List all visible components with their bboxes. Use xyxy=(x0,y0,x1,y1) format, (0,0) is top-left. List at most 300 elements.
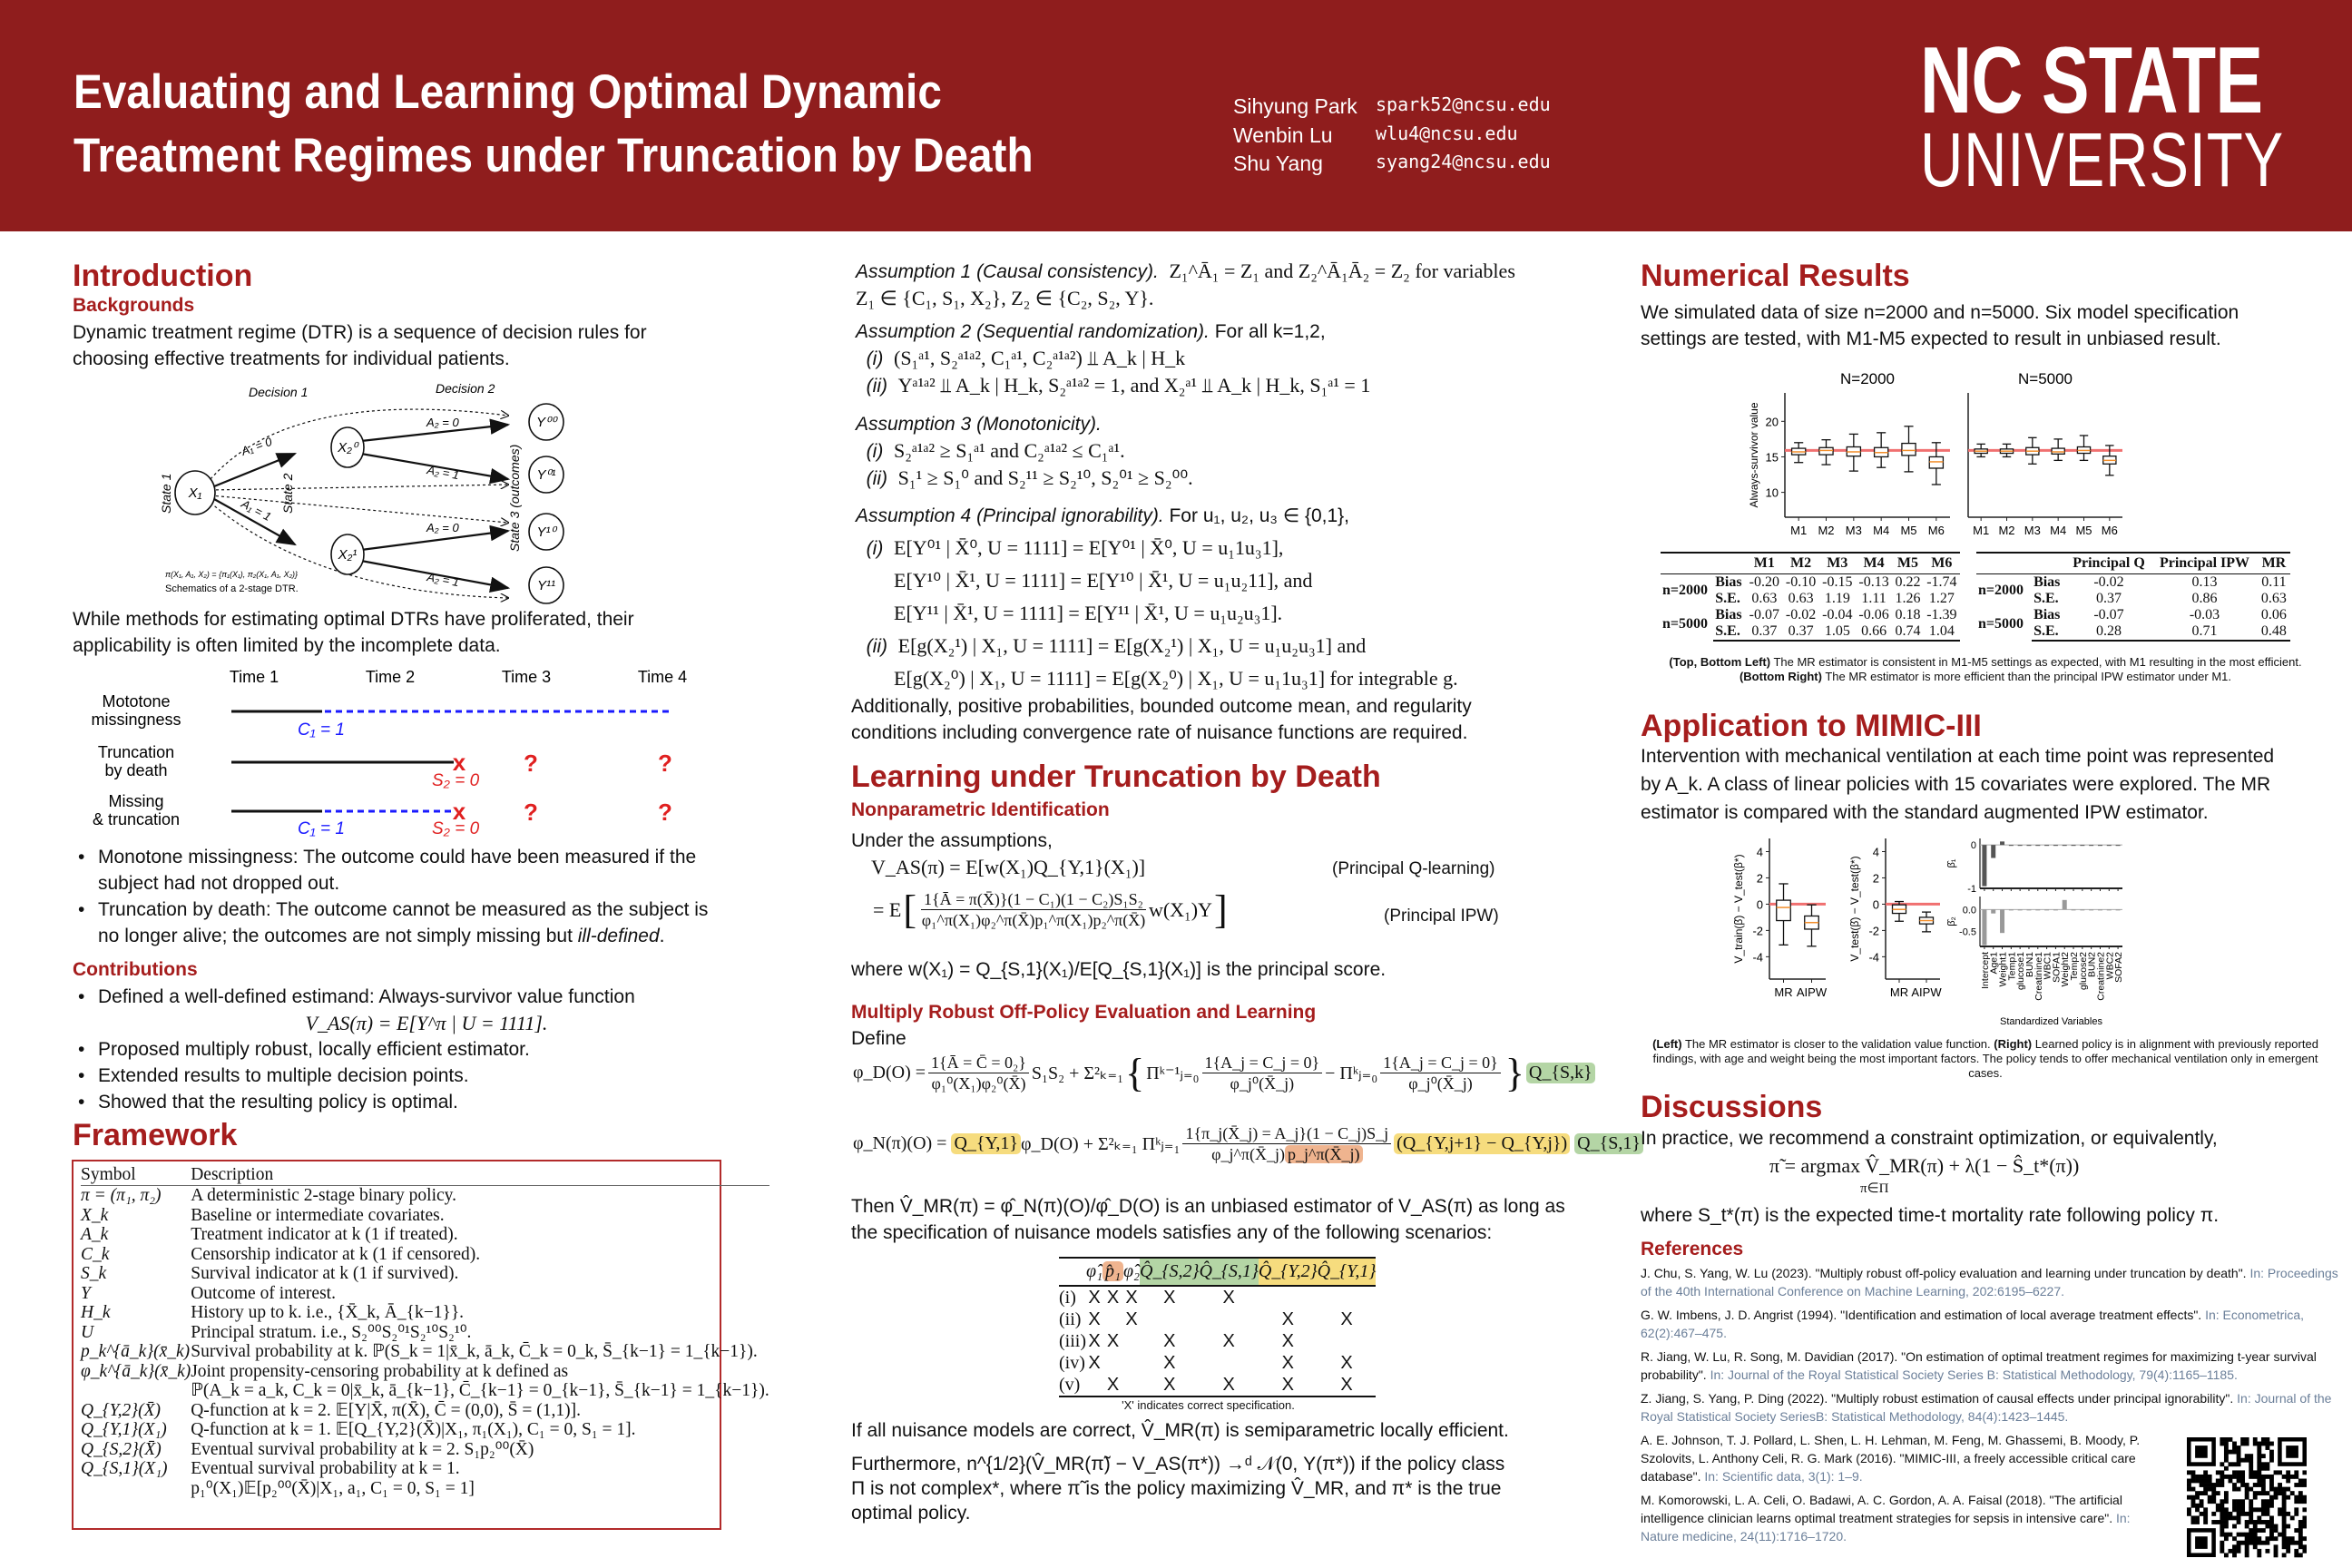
s2-label: S₂ = 0 xyxy=(432,819,480,838)
assumption-text: S₁¹ ≥ S₁⁰ and S₂¹¹ ≥ S₂¹⁰, S₂⁰¹ ≥ S₂⁰⁰. xyxy=(897,466,1193,489)
bar-Creatinine2 xyxy=(2098,845,2102,846)
reference-venue[interactable]: In: Journal of the Royal Statistical Society SeriesB: Statistical Methodology, 84(4):1423–1445. xyxy=(1641,1391,2332,1424)
value-cell: 0.18 xyxy=(1895,607,1921,622)
assumption-label: Assumption 1 (Causal consistency). xyxy=(856,261,1159,282)
x-tick-label: Weight2 xyxy=(2060,952,2072,987)
author-name: Shu Yang xyxy=(1233,152,1323,175)
scenario-row xyxy=(1059,1352,1376,1374)
assumption-2 xyxy=(856,318,1370,399)
highlight-qs: Q_{S,k} xyxy=(1526,1063,1595,1083)
value-cell: 0.63 xyxy=(1788,591,1814,606)
x-tick-label: Intercept xyxy=(1979,952,1991,989)
unknown-marker: ? xyxy=(524,799,538,826)
description-cell: Q-function at k = 1. 𝔼[Q_{Y,2}(X̄)|X₁, π₁(X₁), C₁ = 0, S₁ = 1]. xyxy=(191,1420,636,1439)
scenario-label: (v) xyxy=(1059,1374,1086,1396)
item-marker: (i) xyxy=(866,441,884,462)
bar-glucose1 xyxy=(2018,845,2023,846)
simulation-boxplots xyxy=(1742,358,2132,544)
box-M2 xyxy=(1998,444,2014,537)
result-row xyxy=(1976,607,2290,623)
box-M6 xyxy=(1928,443,1945,537)
y-tick-label: -1 xyxy=(1967,884,1976,895)
spec-cell: X xyxy=(1106,1288,1120,1308)
assumption-text: (S₁ᵃ¹, S₂ᵃ¹ᵃ², C₁ᵃ¹, C₂ᵃ¹ᵃ²) ⫫ A_k | H_k xyxy=(894,347,1186,369)
y-tick-label: -4 xyxy=(1868,950,1879,965)
reference-venue[interactable]: In: Scientific data, 3(1): 1–9. xyxy=(1700,1469,1863,1484)
highlight-qy: Q_{Y,1} xyxy=(951,1133,1021,1154)
description-cell: History up to k. i.e., {X̄_k, Ā_{k−1}}. xyxy=(191,1303,465,1322)
description-cell: Baseline or intermediate covariates. xyxy=(191,1205,445,1225)
section-heading-mimic: Application to MIMIC-III xyxy=(1641,709,1982,743)
timeline-row-label: Mototone xyxy=(102,692,171,710)
sample-size: n=5000 xyxy=(1978,615,2024,632)
x-tick-label: Temp1 xyxy=(2006,952,2018,981)
time-label: Time 3 xyxy=(501,668,552,686)
bar-Age1 xyxy=(1991,909,1995,913)
symbol-cell: C_k xyxy=(81,1244,110,1264)
spec-cell xyxy=(1123,1352,1140,1374)
col-description: Description xyxy=(191,1165,769,1186)
asymptotic-text xyxy=(851,1452,1514,1525)
author-name: Sihyung Park xyxy=(1233,94,1357,118)
spec-cell xyxy=(1259,1286,1318,1308)
intro-paragraph: Dynamic treatment regime (DTR) is a sequence of decision rules for choosing effective treatments for individual patients. xyxy=(73,322,647,369)
scenario-row xyxy=(1059,1374,1376,1396)
stat-label: Bias xyxy=(1715,574,1742,590)
spec-cell: X xyxy=(1163,1353,1176,1373)
x-tick-label: M3 xyxy=(2024,524,2041,537)
scenario-label: (iii) xyxy=(1059,1331,1086,1351)
mr-estimator-text xyxy=(851,1193,1565,1246)
x-tick-label: BUN2 xyxy=(2086,952,2098,978)
x-tick-label: Temp2 xyxy=(2069,952,2081,981)
spec-cell xyxy=(1140,1308,1199,1330)
notation-row xyxy=(81,1323,769,1343)
contribution-bullets xyxy=(73,984,726,1115)
y10-label: Y¹⁰ xyxy=(536,524,556,540)
spec-cell: X xyxy=(1163,1288,1176,1308)
bar-SOFA2 xyxy=(2116,845,2121,846)
bar-WBC2 xyxy=(2107,845,2112,846)
caption-text: Learned policy is in alignment with previously reported findings, with age and weight being the most important factors. The policy tends to offer mechanical ventilation only in emergent cases. xyxy=(1652,1037,2318,1080)
spec-cell xyxy=(1199,1308,1258,1330)
y-tick-label: -2 xyxy=(1752,924,1763,938)
value-cell: 0.13 xyxy=(2191,574,2218,590)
description-cell: Q-function at k = 2. 𝔼[Y|X̄, π(X̄), C̄ = (0,0), S̄ = (1,1)]. xyxy=(191,1400,581,1420)
y-axis-label: V_test(β̂) − V_test(β*) xyxy=(1848,856,1861,962)
text-line: Then V̂_MR(π) = φ̂_N(π)(O)/φ̂_D(O) is an unbiased estimator of V_AS(π) as long as xyxy=(851,1196,1565,1217)
decision2-label: Decision 2 xyxy=(436,381,495,396)
unknown-marker: ? xyxy=(524,750,538,777)
x20-label: X₂⁰ xyxy=(338,440,358,456)
university-logo-bottom: UNIVERSITY xyxy=(1920,117,2284,202)
bar-Temp2 xyxy=(2072,909,2076,910)
estimator-comparison-table xyxy=(1976,552,2290,642)
caption-bold: (Bottom Right) xyxy=(1739,670,1822,683)
y-tick-label: 4 xyxy=(1872,845,1879,859)
bar-Temp2 xyxy=(2072,845,2076,846)
symbol-cell: Y xyxy=(81,1283,91,1303)
dtr-schematic-diagram xyxy=(154,379,662,606)
spec-cell: X xyxy=(1340,1309,1353,1329)
spec-cell: X xyxy=(1125,1288,1138,1308)
symbol-cell: Q_{Y,1}(X₁) xyxy=(81,1420,167,1439)
bar-WBC1 xyxy=(2044,845,2049,846)
y-tick-label: 0.0 xyxy=(1962,905,1976,916)
x-tick-label: M4 xyxy=(1873,524,1890,537)
item-marker: (ii) xyxy=(866,636,887,657)
x-tick-label: Age1 xyxy=(1988,952,2000,975)
x21-label: X₂¹ xyxy=(338,547,358,563)
bar-Weight2 xyxy=(2063,900,2067,910)
symbol-cell: X_k xyxy=(81,1205,109,1225)
reference-item xyxy=(1641,1348,2339,1384)
eq-part: S₁S₂ + Σ²ₖ₌₁ xyxy=(1031,1063,1124,1083)
bullet-item xyxy=(73,1063,726,1089)
y-axis-label: β̂₂ xyxy=(1946,916,1957,926)
bar-SOFA2 xyxy=(2116,909,2121,910)
value-cell: -1.39 xyxy=(1926,607,1957,622)
section-heading-learning: Learning under Truncation by Death xyxy=(851,760,1381,794)
value-cell: 1.05 xyxy=(1819,623,1856,641)
description-cell: Principal stratum. i.e., S₂⁰⁰S₂⁰¹S₂¹⁰S₂¹⁰. xyxy=(191,1322,472,1342)
notation-row xyxy=(81,1381,769,1401)
bar-Weight2 xyxy=(2063,845,2067,846)
bullet-text: . xyxy=(659,926,665,946)
notation-row xyxy=(81,1186,769,1206)
author-name: Wenbin Lu xyxy=(1233,123,1333,147)
fraction-denominator: φ₁^π(X₁)φ₂^π(X̄)p₁^π(X₁)p₂^π(X̄) xyxy=(921,911,1146,929)
section-heading-numerical: Numerical Results xyxy=(1641,259,1910,293)
spec-cell xyxy=(1102,1352,1123,1374)
discussion-text: In practice, we recommend a constraint optimization, or equivalently, xyxy=(1641,1128,2218,1149)
value-cell: 0.74 xyxy=(1892,623,1924,641)
col-header: M1 xyxy=(1746,553,1782,574)
eq-part: φ_D(O) + Σ²ₖ₌₁ Πᵏⱼ₌₁ xyxy=(1020,1134,1181,1154)
spec-cell xyxy=(1123,1330,1140,1352)
author-email[interactable]: wlu4@ncsu.edu xyxy=(1376,122,1518,144)
spec-cell xyxy=(1123,1374,1140,1396)
bullet-item xyxy=(73,897,726,949)
a2-0-label: A₂ = 0 xyxy=(426,416,459,429)
assumption-text: For all k=1,2, xyxy=(1214,321,1326,342)
y-axis-label: Always-survivor value xyxy=(1748,402,1760,508)
reference-venue[interactable]: In: Econometrica, 62(2):467–475. xyxy=(1641,1308,2305,1340)
bullet-text: Proposed multiply robust, locally efficient estimator. xyxy=(98,1039,530,1060)
text-line: Furthermore, n^{1/2}(V̂_MR(π̃) − V_AS(π*)) →ᵈ 𝒩(0, Υ(π*)) if the policy class Π is xyxy=(851,1454,1505,1499)
value-cell: 0.06 xyxy=(2260,607,2287,622)
symbol-cell xyxy=(81,1479,191,1499)
value-cell: -0.07 xyxy=(1749,607,1779,622)
sample-size: n=5000 xyxy=(1662,615,1709,632)
phi-n-equation xyxy=(853,1123,1643,1164)
scenario-label: (iv) xyxy=(1059,1353,1085,1373)
assumption-text: E[g(X₂⁰) | X₁, U = 1111] = E[g(X₂⁰) | X₁, U = u₁1u₃1] for integrable g. xyxy=(894,667,1458,690)
bar-glucose2 xyxy=(2080,845,2084,846)
bullet-item xyxy=(73,1036,726,1063)
section-heading-introduction: Introduction xyxy=(73,259,253,293)
caption-bold: (Top, Bottom Left) xyxy=(1669,655,1771,669)
constrained-objective: π̃ = argmax V̂_MR(π) + λ(1 − Ŝ_t*(π)) xyxy=(1769,1154,2080,1177)
eq-part: w(X₁)Y xyxy=(1148,897,1212,921)
spec-cell: X xyxy=(1140,1374,1199,1396)
col-header: Q̂_{S,2} xyxy=(1140,1258,1199,1286)
notation-row xyxy=(81,1459,769,1479)
fraction-denominator: φ_j⁰(X̄_j) xyxy=(1230,1074,1295,1093)
assumption-text: Z₁^Ā₁ = Z₁ and Z₂^Ā₁Ā₂ = Z₂ for variables xyxy=(1169,260,1515,282)
principal-q-equation: V_AS(π) = E[w(X₁)Q_{Y,1}(X₁)] xyxy=(871,856,1146,878)
bullet-text: Monotone missingness: The outcome could have been measured if the subject had not dropped out. xyxy=(98,847,697,894)
assumption-text: S₂ᵃ¹ᵃ² ≥ S₁ᵃ¹ and C₂ᵃ¹ᵃ² ≤ C₁ᵃ¹. xyxy=(894,439,1125,462)
reference-venue[interactable]: In: Proceedings of the 40th International Conference on Machine Learning, 202:6195–6227. xyxy=(1641,1266,2338,1298)
author-email[interactable]: syang24@ncsu.edu xyxy=(1376,151,1551,172)
author-email[interactable]: spark52@ncsu.edu xyxy=(1376,93,1551,115)
principal-q-label: (Principal Q-learning) xyxy=(1332,859,1495,878)
bullet-text: Extended results to multiple decision points. xyxy=(98,1065,469,1086)
value-cell: 0.11 xyxy=(2261,574,2287,590)
notation-row xyxy=(81,1440,769,1460)
boxplot-chart xyxy=(1968,370,2122,537)
x-tick-label: MR xyxy=(1774,985,1793,999)
a1-0-label: A₁ = 0 xyxy=(239,434,274,458)
a2-1-label: A₂ = 1 xyxy=(426,463,461,483)
value-cell: -0.13 xyxy=(1858,574,1889,590)
text-line: Intervention with mechanical ventilation at each time point was represented xyxy=(1641,746,2275,767)
policy-formula: π(X₁, A₁, X₂) = {π₁(X₁), π₂(X₁, A₁, X₂)} xyxy=(165,570,299,579)
notation-row xyxy=(81,1303,769,1323)
notation-row xyxy=(81,1342,769,1362)
assumption-text: Yᵃ¹ᵃ² ⫫ A_k | H_k, S₂ᵃ¹ᵃ² = 1, and X₂ᵃ¹ ⫫ A_k | H_k, S₁ᵃ¹ = 1 xyxy=(897,374,1371,397)
reference-item xyxy=(1641,1389,2339,1426)
y-tick-label: 20 xyxy=(1765,415,1779,429)
value-cell: 0.66 xyxy=(1856,623,1892,641)
caption-text: The MR estimator is more efficient than the principal IPW estimator under M1. xyxy=(1821,670,2232,683)
box-M4 xyxy=(1873,433,1889,537)
item-marker: (i) xyxy=(866,538,884,559)
bar-glucose1 xyxy=(2018,909,2023,910)
timeline-row-label: & truncation xyxy=(92,810,181,828)
reference-citation: M. Komorowski, L. A. Celi, O. Badawi, A. C. Gordon, A. A. Faisal (2018). "The artificial intelligence clinician learns optimal treatment strategies for sepsis in intensive care". xyxy=(1641,1493,2122,1525)
principal-ipw-label: (Principal IPW) xyxy=(1384,906,1499,926)
x-tick-label: M6 xyxy=(2101,524,2118,537)
diagram-caption: Schematics of a 2-stage DTR. xyxy=(165,583,299,594)
x-tick-label: SOFA2 xyxy=(2113,952,2125,983)
value-cell: 1.27 xyxy=(1928,591,1955,606)
symbol-cell: Q_{S,2}(X̄) xyxy=(81,1439,162,1459)
section-heading-discussions: Discussions xyxy=(1641,1090,1823,1124)
result-row xyxy=(1661,574,1960,592)
x-tick-label: M5 xyxy=(1900,524,1917,537)
box-M6 xyxy=(2102,446,2118,537)
assumption-1 xyxy=(856,258,1515,312)
x-tick-label: WBC1 xyxy=(2042,952,2053,980)
bullet-text: Truncation by death: The outcome cannot be measured as the subject is no longer alive; the outcomes are not simply missing but xyxy=(98,899,709,946)
symbol-cell: H_k xyxy=(81,1303,111,1322)
assumption-text: E[g(X₂¹) | X₁, U = 1111] = E[g(X₂¹) | X₁, U = u₁u₂u₃1] and xyxy=(897,634,1367,657)
a2-0-label: A₂ = 0 xyxy=(426,521,459,534)
notation-row xyxy=(81,1284,769,1304)
fraction-numerator: 1{π_j(X̄_j) = A_j}(1 − C_j)S_j xyxy=(1182,1123,1391,1144)
y-axis-label: V_train(β̂) − V_test(β*) xyxy=(1732,854,1745,964)
x-tick-label: M4 xyxy=(2050,524,2067,537)
regularity-conditions: Additionally, positive probabilities, bounded outcome mean, and regularity conditions including convergence rate of nuisance functions are required. xyxy=(851,696,1472,743)
bar-BUN1 xyxy=(2026,845,2031,846)
x-tick-label: M5 xyxy=(2075,524,2092,537)
result-row xyxy=(1976,574,2290,592)
intro-paragraph-2: While methods for estimating optimal DTRs have proliferated, their applicability is often limited by the incomplete data. xyxy=(73,609,634,656)
result-row xyxy=(1661,607,1960,623)
caption-text: The MR estimator is closer to the validation value function. xyxy=(1681,1037,1994,1051)
value-cell: 0.86 xyxy=(2191,591,2218,606)
box-M2 xyxy=(1818,440,1834,537)
subheading-multiply-robust: Multiply Robust Off-Policy Evaluation and Learning xyxy=(851,1002,1317,1023)
value-cell: -0.07 xyxy=(2093,607,2124,622)
spec-cell xyxy=(1199,1352,1258,1374)
reference-item xyxy=(1641,1431,2149,1485)
box-M1 xyxy=(1790,443,1807,537)
stat-label: S.E. xyxy=(1713,623,1746,641)
notation-row xyxy=(81,1401,769,1421)
box-M3 xyxy=(2024,437,2041,537)
x-axis-label: Standardized Variables xyxy=(2000,1016,2102,1027)
qr-code[interactable] xyxy=(2187,1437,2307,1559)
stat-label: S.E. xyxy=(2032,623,2066,641)
fraction-denominator: φ₁⁰(X₁)φ₂⁰(X̄) xyxy=(931,1074,1026,1093)
bar-Temp1 xyxy=(2009,845,2014,846)
stat-label: Bias xyxy=(1715,607,1742,622)
argmax-subscript: π∈Π xyxy=(1860,1181,1889,1196)
state3-label: State 3 (outcomes) xyxy=(507,444,522,552)
notation-row xyxy=(81,1225,769,1245)
mimic-text xyxy=(1641,742,2274,827)
spec-cell: X xyxy=(1281,1353,1294,1373)
principal-ipw-equation: = E [ $\frac{\text{1\{Ā = π(X̄)\}(1 − C₁)(1 − C₂)S₁S₂}}{\text{φ₁\textasciicircum{}π(X₁)φ₂\textasciicircum{}π(X̄)p₁\textasciicircum{}π(X₁)p₂\textasciicircum{}π(X̄)}}$ w(X₁)Y ] xyxy=(873,887,1228,932)
coefficient-bar-chart xyxy=(1946,897,2124,1027)
coefficient-bar-chart xyxy=(1946,838,2122,895)
numerical-text xyxy=(1641,299,2239,352)
col-header: Q̂_{Y,2} xyxy=(1259,1258,1318,1286)
item-marker: (ii) xyxy=(866,376,887,397)
assumption-4 xyxy=(856,500,1458,695)
stat-label: S.E. xyxy=(2034,591,2059,606)
assumption-label: Assumption 3 (Monotonicity). xyxy=(856,414,1102,435)
scenario-row xyxy=(1059,1286,1376,1308)
bullet-emphasis: ill-defined xyxy=(577,926,660,946)
a1-1-label: A₁ = 1 xyxy=(239,496,274,524)
estimand-formula: V_AS(π) = E[Y^π | U = 1111]. xyxy=(305,1012,548,1034)
description-cell: ℙ(A_k = a_k, C_k = 0|x̄_k, ā_{k−1}, C̄_{k−1} = 0_{k−1}, S̄_{k−1} = 1_{k−1}). xyxy=(191,1381,769,1400)
bar-Weight1 xyxy=(2000,841,2004,845)
x-tick-label: Weight1 xyxy=(1997,952,2009,987)
notation-row xyxy=(81,1206,769,1226)
spec-cell: X xyxy=(1125,1309,1138,1329)
col-header: Q̂_{S,1} xyxy=(1199,1258,1258,1286)
x-tick-label: glucose1 xyxy=(2015,952,2027,991)
col-header: φ̂₁ xyxy=(1086,1258,1102,1286)
spec-cell xyxy=(1086,1374,1102,1396)
y-axis-label: β̂₁ xyxy=(1946,858,1957,868)
value-cell: -0.02 xyxy=(2093,574,2124,590)
x-tick-label: M3 xyxy=(1845,524,1862,537)
spec-cell: X xyxy=(1318,1374,1377,1396)
missingness-timeline-diagram xyxy=(91,661,717,842)
spec-cell xyxy=(1318,1286,1377,1308)
value-cell: -0.20 xyxy=(1749,574,1779,590)
y-tick-label: -4 xyxy=(1752,950,1763,965)
assumption-text: For u₁, u₂, u₃ ∈ {0,1}, xyxy=(1169,505,1349,526)
scenario-row xyxy=(1059,1330,1376,1352)
item-marker: (i) xyxy=(866,348,884,369)
bar-BUN2 xyxy=(2089,845,2093,846)
bar-Creatinine1 xyxy=(2035,909,2040,910)
reference-venue[interactable]: In: Journal of the Royal Statistical Society Series B: Statistical Methodology, 79(4):1165–1185. xyxy=(1706,1367,2238,1382)
x-tick-label: Creatinine1 xyxy=(2033,952,2044,1001)
eq-part: = E xyxy=(873,897,902,921)
value-cell: 0.37 xyxy=(1746,623,1782,641)
spec-cell: X xyxy=(1088,1331,1101,1351)
description-cell: Survival indicator at k (1 if survived). xyxy=(191,1264,459,1283)
col-header: M2 xyxy=(1782,553,1818,574)
reference-citation: A. E. Johnson, T. J. Pollard, L. Shen, L. H. Lehman, M. Feng, M. Ghassemi, B. Moody, P. Szolovits, L. Anthony Celi, R. G. Mark (2016). "MIMIC-III, a freely accessible critical care database". xyxy=(1641,1433,2141,1484)
stat-label: S.E. xyxy=(1715,591,1740,606)
subheading-contributions: Contributions xyxy=(73,959,198,980)
value-cell: -0.03 xyxy=(2189,607,2220,622)
col-header: Principal IPW xyxy=(2151,553,2258,574)
text-line: by A_k. A class of linear policies with 15 covariates were explored. The MR xyxy=(1641,774,2271,795)
x-tick-label: M1 xyxy=(1973,524,1990,537)
spec-cell xyxy=(1318,1330,1377,1352)
value-cell: 0.37 xyxy=(1782,623,1818,641)
notation-row xyxy=(81,1264,769,1284)
decision1-label: Decision 1 xyxy=(249,385,309,399)
x1-label: X₁ xyxy=(188,485,202,501)
col-header: Principal Q xyxy=(2066,553,2151,574)
reference-venue[interactable]: In: Nature medicine, 24(11):1716–1720. xyxy=(1641,1511,2131,1544)
x-tick-label: M2 xyxy=(1998,524,2015,537)
caption-bold: (Left) xyxy=(1652,1037,1682,1051)
unknown-marker: ? xyxy=(658,799,672,826)
bar-Creatinine1 xyxy=(2035,845,2040,846)
subheading-backgrounds: Backgrounds xyxy=(73,295,195,316)
assumption-text: E[Y¹⁰ | X̄¹, U = 1111] = E[Y¹⁰ | X̄¹, U = u₁u₂11], and xyxy=(894,569,1313,592)
reference-citation: R. Jiang, W. Lu, R. Song, M. Davidian (2017). "On estimation of optimal treatment regimes for maximizing t-year survival probability". xyxy=(1641,1349,2317,1382)
symbol-cell: A_k xyxy=(81,1225,109,1244)
sample-size: n=2000 xyxy=(1662,583,1709,598)
assumption-text: Z₁ ∈ {C₁, S₁, X₂}, Z₂ ∈ {C₂, S₂, Y}. xyxy=(856,287,1154,309)
x-tick-label: SOFA1 xyxy=(2051,952,2063,983)
description-cell: p₁⁰(X₁)𝔼[p₂⁰⁰(X̄)|X₁, a₁, C₁ = 0, S₁ = 1] xyxy=(191,1478,475,1498)
spec-cell: X xyxy=(1088,1288,1101,1308)
reference-citation: G. W. Imbens, J. D. Angrist (1994). "Identification and estimation of local average treatment effects". xyxy=(1641,1308,2202,1322)
value-cell: 0.37 xyxy=(2095,591,2122,606)
timeline-row-label: Truncation xyxy=(97,743,175,761)
value-cell: -0.04 xyxy=(1822,607,1853,622)
bar-Age1 xyxy=(1991,845,1995,858)
c1-label: C₁ = 1 xyxy=(298,720,345,740)
spec-cell: X xyxy=(1222,1331,1235,1351)
poster-title-line2: Treatment Regimes under Truncation by Death xyxy=(74,129,1034,182)
scenario-table xyxy=(1059,1257,1376,1397)
state1-label: State 1 xyxy=(159,473,173,514)
description-cell: Eventual survival probability at k = 2. S₁p₂⁰⁰(X̄) xyxy=(191,1439,534,1459)
col-header: M5 xyxy=(1892,553,1924,574)
s2-label: S₂ = 0 xyxy=(432,771,480,790)
timeline-row-label: by death xyxy=(104,761,168,779)
eq-part: − Πᵏⱼ₌₀ xyxy=(1325,1063,1378,1083)
value-cell: -0.02 xyxy=(1785,607,1817,622)
sample-size: n=2000 xyxy=(1978,583,2024,598)
col-symbol: Symbol xyxy=(81,1165,191,1186)
